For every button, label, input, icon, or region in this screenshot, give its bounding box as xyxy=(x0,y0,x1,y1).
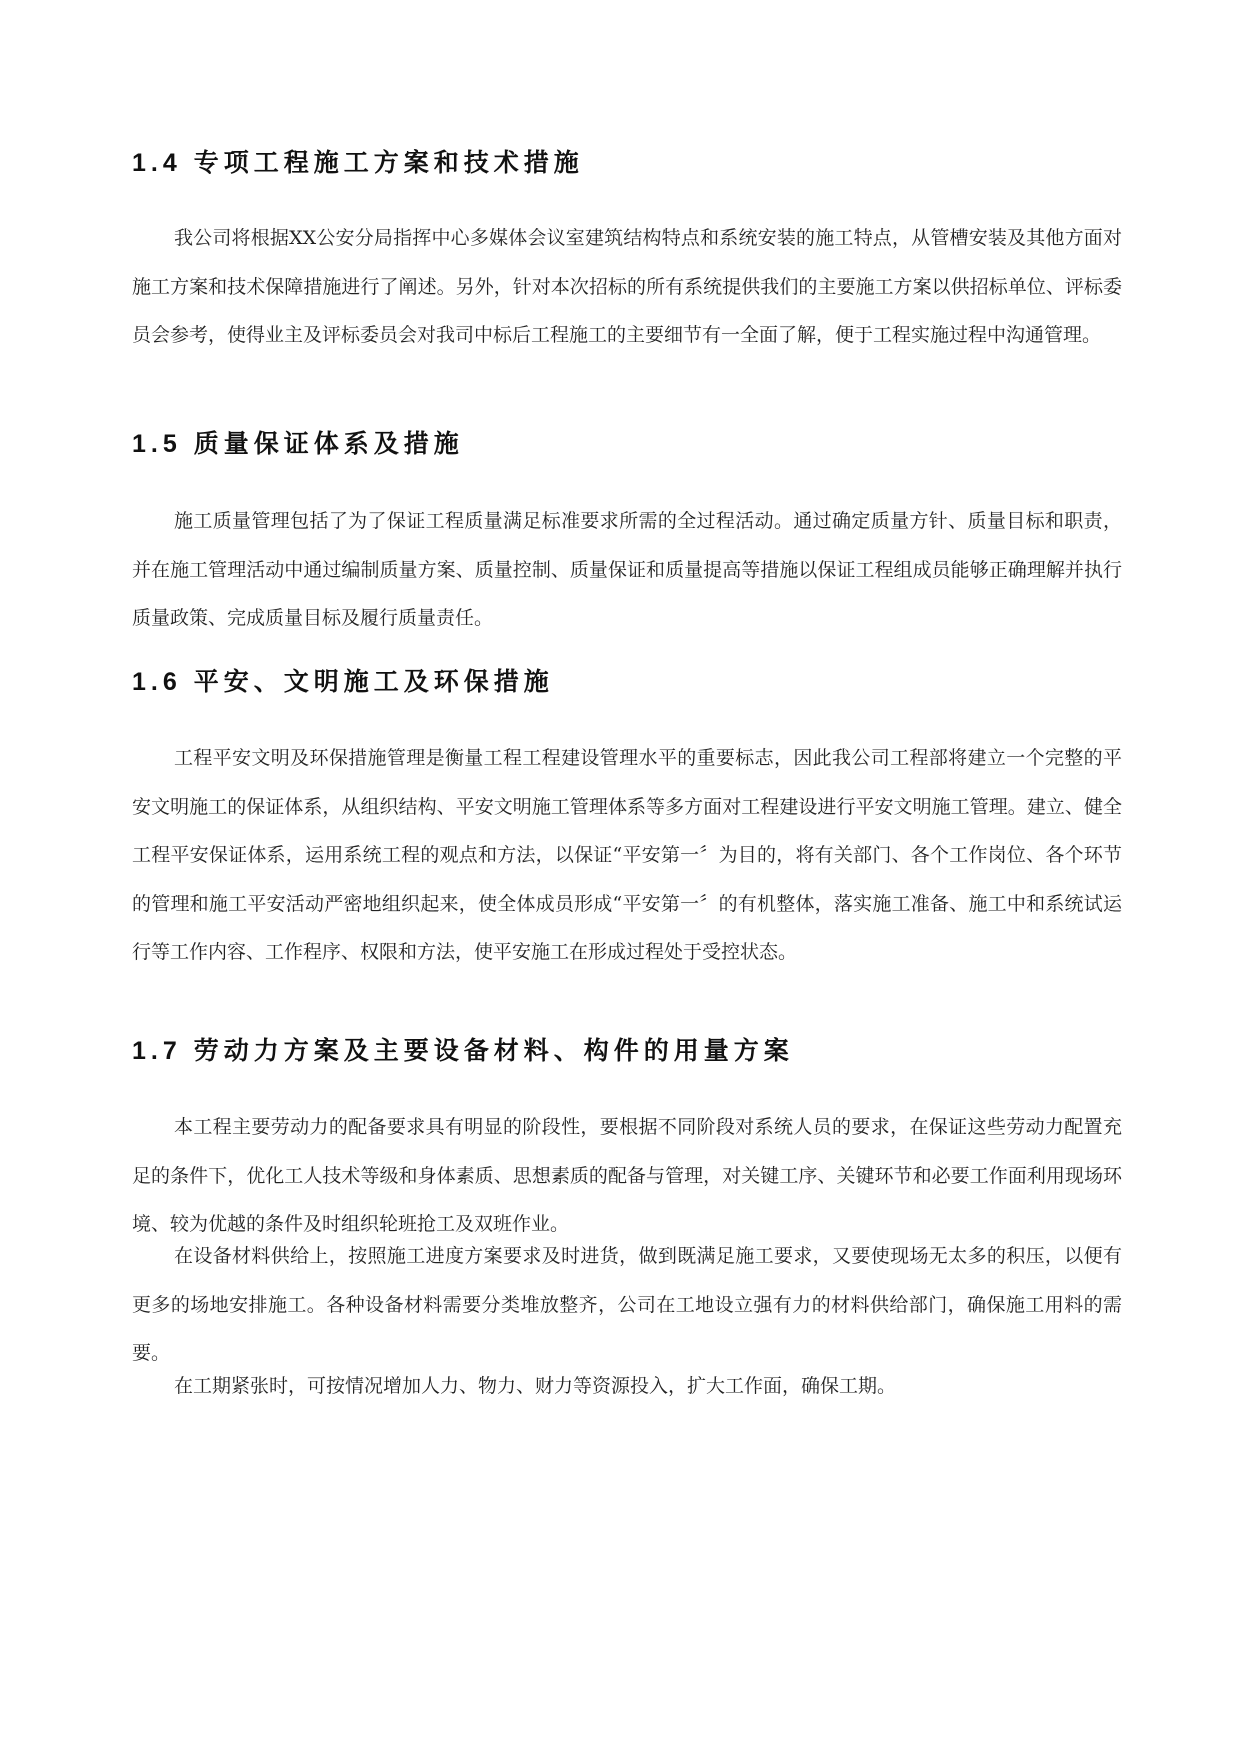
section-heading-1-7: 1.7 劳动力方案及主要设备材料、构件的用量方案 xyxy=(132,1037,794,1065)
paragraph-1-5: 施工质量管理包括了为了保证工程质量满足标准要求所需的全过程活动。通过确定质量方针、质量目标和职责，并在施工管理活动中通过编制质量方案、质量控制、质量保证和质量提高等措施以保证工程组成员能够正确理解并执行质量政策、完成质量目标及履行质量责任。 xyxy=(132,510,1122,629)
paragraph-1-7-schedule: 在工期紧张时，可按情况增加人力、物力、财力等资源投入，扩大工作面，确保工期。 xyxy=(174,1375,897,1397)
section-heading-1-6: 1.6 平安、文明施工及环保措施 xyxy=(132,668,554,696)
paragraph-1-4: 我公司将根据XX公安分局指挥中心多媒体会议室建筑结构特点和系统安装的施工特点，从管槽安装及其他方面对施工方案和技术保障措施进行了阐述。另外，针对本次招标的所有系统提供我们的主要施工方案以供招标单位、评标委员会参考，使得业主及评标委员会对我司中标后工程施工的主要细节有一全面了解，便于工程实施过程中沟通管理。 xyxy=(132,227,1122,346)
section-heading-1-5: 1.5 质量保证体系及措施 xyxy=(132,430,464,458)
paragraph-1-7-labor: 本工程主要劳动力的配备要求具有明显的阶段性，要根据不同阶段对系统人员的要求，在保证这些劳动力配置充足的条件下，优化工人技术等级和身体素质、思想素质的配备与管理，对关键工序、关键环节和必要工作面利用现场环境、较为优越的条件及时组织轮班抢工及双班作业。 xyxy=(132,1116,1122,1235)
paragraph-1-6: 工程平安文明及环保措施管理是衡量工程工程建设管理水平的重要标志，因此我公司工程部将建立一个完整的平安文明施工的保证体系，从组织结构、平安文明施工管理体系等多方面对工程建设进行平安文明施工管理。建立、健全工程平安保证体系，运用系统工程的观点和方法，以保证“平安第一〞为目的，将有关部门、各个工作岗位、各个环节的管理和施工平安活动严密地组织起来，使全体成员形成“平安第一〞的有机整体，落实施工准备、施工中和系统试运行等工作内容、工作程序、权限和方法，使平安施工在形成过程处于受控状态。 xyxy=(132,747,1122,963)
paragraph-1-7-materials: 在设备材料供给上，按照施工进度方案要求及时进货，做到既满足施工要求，又要使现场无太多的积压，以便有更多的场地安排施工。各种设备材料需要分类堆放整齐，公司在工地设立强有力的材料供给部门，确保施工用料的需要。 xyxy=(132,1245,1122,1364)
section-heading-1-4: 1.4 专项工程施工方案和技术措施 xyxy=(132,149,584,177)
